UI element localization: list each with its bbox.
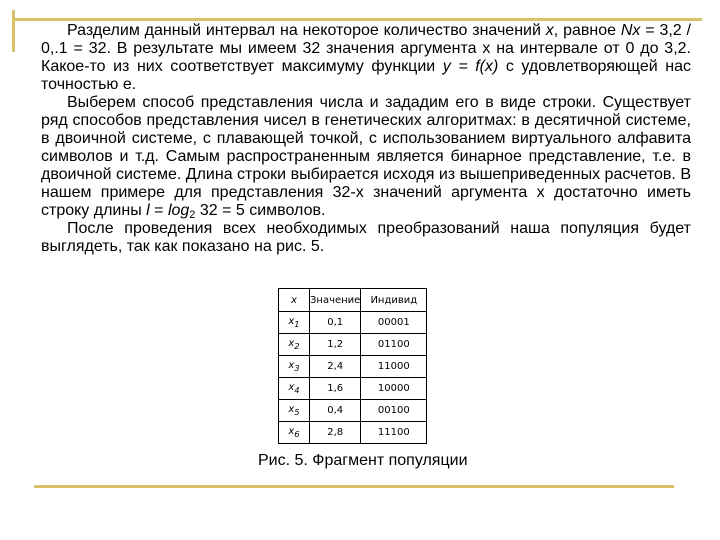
table-row bbox=[279, 356, 427, 378]
p1-text-a: Разделим данный интервал на некоторое количество значений bbox=[67, 22, 546, 39]
table-row bbox=[279, 378, 427, 400]
p1-var-nx: Nx bbox=[620, 22, 641, 39]
cell-value: 1,2 bbox=[310, 334, 361, 356]
p1-text-c: = 3,2 / 0,.1 = 32. В результате мы имеем 32 значения аргумента х на интервале от 0 до 3,2. Какое-то из них соответствует максимуму функции bbox=[41, 22, 692, 75]
p1-text-b: , равное bbox=[553, 22, 621, 39]
table-row bbox=[279, 334, 427, 356]
cell-value: 2,4 bbox=[310, 356, 361, 378]
table-row bbox=[279, 400, 427, 422]
header-individual: Индивид bbox=[361, 289, 427, 312]
paragraph-2 bbox=[41, 94, 691, 220]
population-table bbox=[278, 288, 427, 444]
p2-log-base: 2 bbox=[189, 209, 196, 221]
table-row bbox=[279, 312, 427, 334]
cell-individual: 00100 bbox=[361, 400, 427, 422]
table-row bbox=[279, 422, 427, 444]
cell-value: 1,6 bbox=[310, 378, 361, 400]
figure-caption: Рис. 5. Фрагмент популяции bbox=[258, 452, 468, 469]
paragraph-1 bbox=[41, 22, 691, 94]
cell-individual: 10000 bbox=[361, 378, 427, 400]
p2-text-b: = bbox=[149, 202, 168, 219]
cell-individual: 11100 bbox=[361, 422, 427, 444]
paragraph-3: После проведения всех необходимых преобразований наша популяция будет выглядеть, так как показано на рис. 5. bbox=[41, 220, 691, 255]
cell-x: $x_4$ bbox=[279, 378, 310, 400]
cell-value: 0,4 bbox=[310, 400, 361, 422]
body-text bbox=[41, 22, 691, 256]
decorative-bottom-line bbox=[34, 485, 674, 488]
p1-var-x: x bbox=[545, 22, 554, 39]
cell-individual: 11000 bbox=[361, 356, 427, 378]
p1-text-d: с удовлетворяющей нас точностью е. bbox=[41, 58, 692, 93]
header-x: x bbox=[279, 289, 310, 312]
cell-x: $x_5$ bbox=[279, 400, 310, 422]
cell-x: $x_2$ bbox=[279, 334, 310, 356]
p2-text-c: 32 = 5 символов. bbox=[195, 202, 326, 219]
p2-log: log bbox=[167, 202, 190, 219]
cell-individual: 01100 bbox=[361, 334, 427, 356]
p2-var-l: l bbox=[146, 202, 150, 219]
cell-individual: 00001 bbox=[361, 312, 427, 334]
p2-text-a: Выберем способ представления числа и зададим его в виде строки. Существует ряд способов представления чисел в генетических алгоритмах: в десятичной системе, в двоичной системе, с плавающей точкой, с использованием виртуального алфавита символов и т.д. Самым распространенным является бинарное представление, т.е. в двоичной системе. Длина строки выбирается исходя из вышеприведенных расчетов. В нашем примере для представления 32-х значений аргумента х достаточно иметь строку длины bbox=[41, 94, 691, 219]
header-value: Значение bbox=[310, 289, 361, 312]
p1-formula: y = f(x) bbox=[442, 58, 499, 75]
decorative-vertical-line bbox=[12, 10, 15, 52]
table-header-row bbox=[279, 289, 427, 312]
decorative-top-line bbox=[12, 18, 702, 21]
cell-x: $x_6$ bbox=[279, 422, 310, 444]
cell-x: $x_1$ bbox=[279, 312, 310, 334]
cell-x: $x_3$ bbox=[279, 356, 310, 378]
cell-value: 2,8 bbox=[310, 422, 361, 444]
cell-value: 0,1 bbox=[310, 312, 361, 334]
